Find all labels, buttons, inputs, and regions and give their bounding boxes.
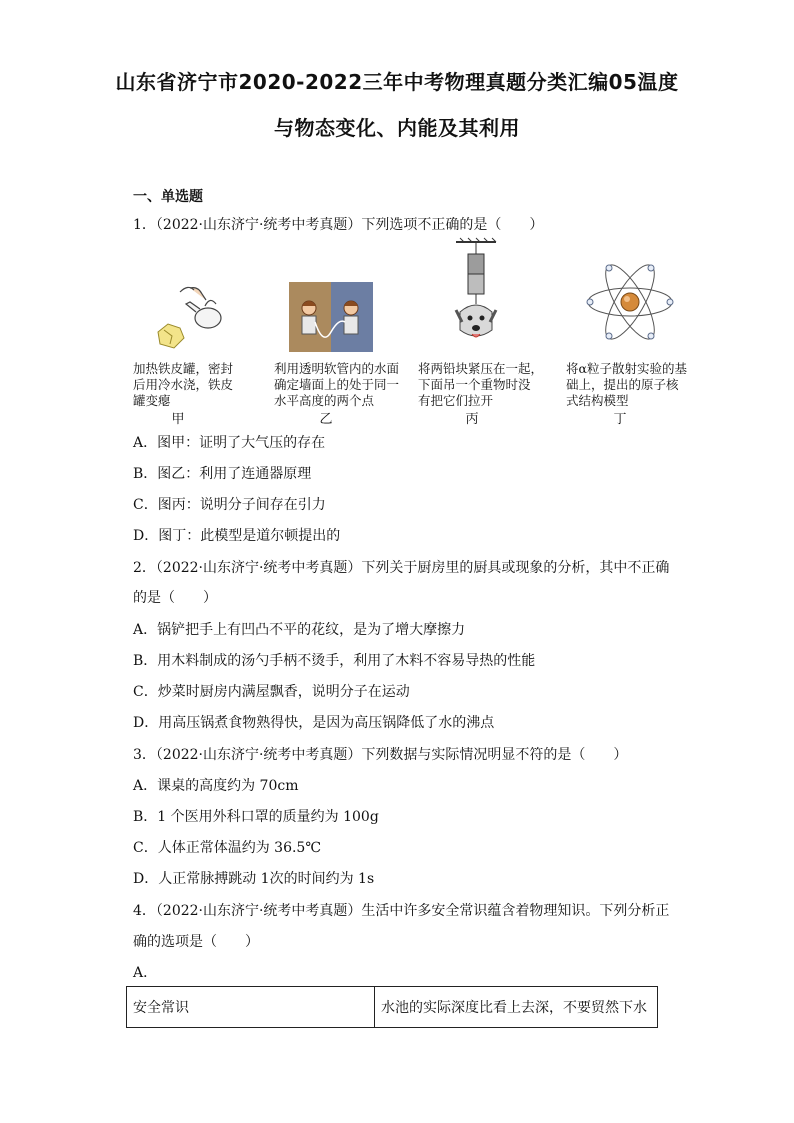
section-heading: 一、单选题	[133, 189, 203, 205]
table-cell-safety-text: 水池的实际深度比看上去深，不要贸然下水	[375, 987, 658, 1028]
table-cell-safety-label: 安全常识	[127, 987, 375, 1028]
table-row	[127, 987, 658, 1028]
question-2-option-c: C．炒菜时厨房内满屋飘香，说明分子在运动	[133, 684, 410, 700]
figure-ding-caption: 将α粒子散射实验的基 础上，提出的原子核 式结构模型	[566, 361, 687, 408]
question-2-option-a: A．锅铲把手上有凹凸不平的花纹，是为了增大摩擦力	[133, 622, 466, 638]
figure-bing-lead-blocks	[448, 238, 504, 358]
question-2-stem-line-1: 2．（2022·山东济宁·统考中考真题）下列关于厨房里的厨具或现象的分析，其中不正确	[133, 560, 670, 576]
question-1-option-d: D．图丁：此模型是道尔顿提出的	[133, 528, 341, 544]
figure-jia-kettle-can	[150, 282, 230, 352]
question-3-option-c: C．人体正常体温约为 36.5℃	[133, 840, 321, 856]
document-title-line-2: 与物态变化、内能及其利用	[274, 116, 520, 140]
question-1-option-c: C．图丙：说明分子间存在引力	[133, 497, 326, 513]
question-3-option-d: D．人正常脉搏跳动 1次的时间约为 1s	[133, 871, 375, 887]
figure-jia-caption: 加热铁皮罐，密封 后用冷水浇，铁皮 罐变瘪	[133, 361, 234, 408]
question-4-stem-line-2: 确的选项是（ ）	[133, 934, 259, 950]
figure-yi-water-level-tube	[289, 282, 373, 352]
question-4-stem-line-1: 4．（2022·山东济宁·统考中考真题）生活中许多安全常识蕴含着物理知识。下列分析正	[133, 903, 670, 919]
question-3-stem: 3．（2022·山东济宁·统考中考真题）下列数据与实际情况明显不符的是（ ）	[133, 747, 628, 763]
figure-bing-caption: 将两铅块紧压在一起， 下面吊一个重物时没 有把它们拉开	[418, 361, 544, 408]
question-4-option-a: A．	[133, 965, 158, 981]
figure-yi-label: 乙	[319, 412, 333, 427]
question-1-option-b: B．图乙：利用了连通器原理	[133, 466, 312, 482]
question-4-table	[126, 986, 658, 1028]
figure-jia-label: 甲	[171, 412, 185, 427]
question-1-option-a: A．图甲：证明了大气压的存在	[133, 435, 326, 451]
figure-yi-caption: 利用透明软管内的水面 确定墙面上的处于同一 水平高度的两个点	[274, 361, 400, 408]
question-1-stem: 1．（2022·山东济宁·统考中考真题）下列选项不正确的是（ ）	[133, 217, 544, 233]
question-2-option-d: D．用高压锅煮食物熟得快，是因为高压锅降低了水的沸点	[133, 715, 495, 731]
document-title-line-1: 山东省济宁市2020-2022三年中考物理真题分类汇编05温度	[115, 70, 679, 94]
figure-bing-label: 丙	[465, 412, 479, 427]
question-3-option-a: A．课桌的高度约为 70cm	[133, 778, 299, 794]
figure-ding-label: 丁	[613, 412, 627, 427]
figure-ding-atom-model	[585, 262, 675, 342]
question-2-option-b: B．用木料制成的汤勺手柄不烫手，利用了木料不容易导热的性能	[133, 653, 536, 669]
question-3-option-b: B．1 个医用外科口罩的质量约为 100g	[133, 809, 379, 825]
question-2-stem-line-2: 的是（ ）	[133, 590, 217, 606]
